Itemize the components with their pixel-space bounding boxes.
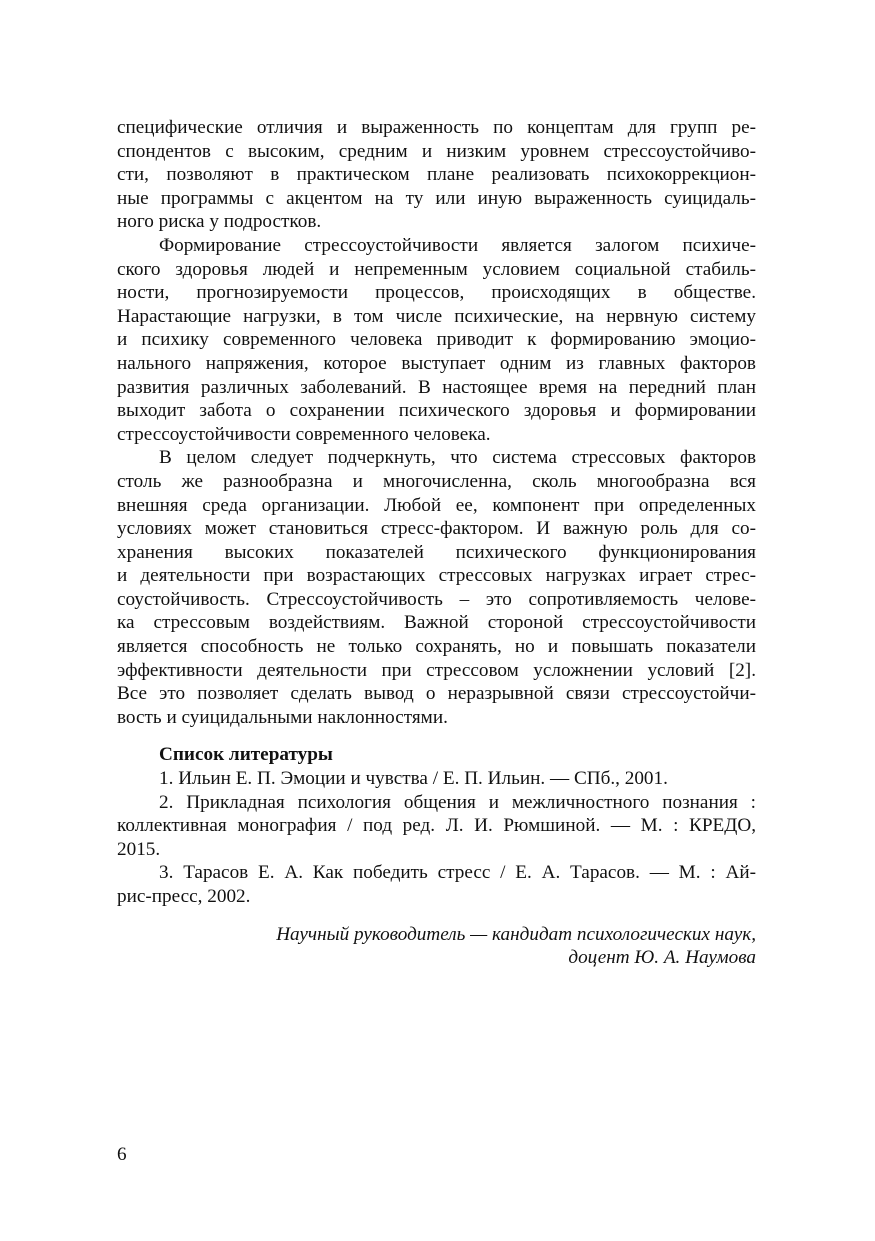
paragraph-2	[117, 234, 756, 446]
reference-line: рис-пресс, 2002.	[117, 886, 251, 907]
text-line: столь же разнообразна и многочисленна, сколь многообразна вся	[117, 470, 756, 492]
text-line: является способность не только сохранять, но и повышать показатели	[117, 636, 756, 658]
text-line: В целом следует подчеркнуть, что система стрессовых факторов	[159, 447, 756, 469]
text-line: сти, позволяют в практическом плане реализовать психокоррекцион-	[117, 164, 756, 186]
text-line: Нарастающие нагрузки, в том числе психические, на нервную систему	[117, 305, 756, 327]
text-line: ского здоровья людей и непременным условием социальной стабиль-	[117, 258, 756, 280]
text-line: ка стрессовым воздействиям. Важной стороной стрессоустойчивости	[117, 612, 756, 634]
signature-line: доцент Ю. А. Наумова	[568, 947, 756, 969]
text-line: хранения высоких показателей психического функционирования	[117, 541, 756, 563]
text-line: соустойчивость. Стрессоустойчивость – это сопротивляемость челове-	[117, 588, 756, 610]
text-line: условиях может становиться стресс-фактором. И важную роль для со-	[117, 518, 756, 540]
signature-line: Научный руководитель — кандидат психологических наук,	[276, 923, 756, 945]
reference-line: 2. Прикладная психология общения и межличностного познания :	[159, 791, 756, 813]
references-section	[117, 743, 756, 908]
text-line: эффективности деятельности при стрессовом усложнении условий [2].	[117, 659, 756, 681]
reference-item	[117, 791, 756, 862]
text-line: Формирование стрессоустойчивости является залогом психиче-	[159, 234, 756, 256]
text-line: развития различных заболеваний. В настоящее время на передний план	[117, 376, 756, 398]
paragraph-3	[117, 446, 756, 729]
page-number: 6	[117, 1144, 127, 1165]
reference-item	[117, 767, 756, 791]
text-line: ные программы с акцентом на ту или иную выраженность суицидаль-	[117, 187, 756, 209]
reference-line: 3. Тарасов Е. А. Как победить стресс / Е. А. Тарасов. — М. : Ай-	[159, 862, 756, 884]
text-line: специфические отличия и выраженность по концептам для групп ре-	[117, 117, 756, 138]
text-line: ности, прогнозируемости процессов, происходящих в обществе.	[117, 282, 756, 304]
text-line: и деятельности при возрастающих стрессовых нагрузках играет стрес-	[117, 565, 756, 587]
references-heading: Список литературы	[159, 744, 333, 766]
text-line: вость и суицидальными наклонностями.	[117, 706, 448, 728]
reference-item	[117, 861, 756, 908]
paragraph-1	[117, 116, 756, 234]
text-line: выходит забота о сохранении психического здоровья и формировании	[117, 400, 756, 422]
text-line: ного риска у подростков.	[117, 211, 322, 233]
text-line: нального напряжения, которое выступает одним из главных факторов	[117, 352, 756, 374]
reference-line: коллективная монография / под ред. Л. И. Рюмшиной. — М. : КРЕДО,	[117, 815, 756, 837]
reference-line: 1. Ильин Е. П. Эмоции и чувства / Е. П. Ильин. — СПб., 2001.	[159, 768, 668, 790]
document-page	[117, 116, 756, 970]
reference-line: 2015.	[117, 838, 161, 860]
supervisor-signature	[117, 923, 756, 970]
text-line: и психику современного человека приводит к формированию эмоцио-	[117, 329, 756, 351]
text-line: спондентов с высоким, средним и низким уровнем стрессоустойчиво-	[117, 140, 756, 162]
text-line: внешняя среда организации. Любой ее, компонент при определенных	[117, 494, 756, 516]
text-line: стрессоустойчивости современного человека.	[117, 423, 491, 445]
text-line: Все это позволяет сделать вывод о неразрывной связи стрессоустойчи-	[117, 683, 756, 705]
